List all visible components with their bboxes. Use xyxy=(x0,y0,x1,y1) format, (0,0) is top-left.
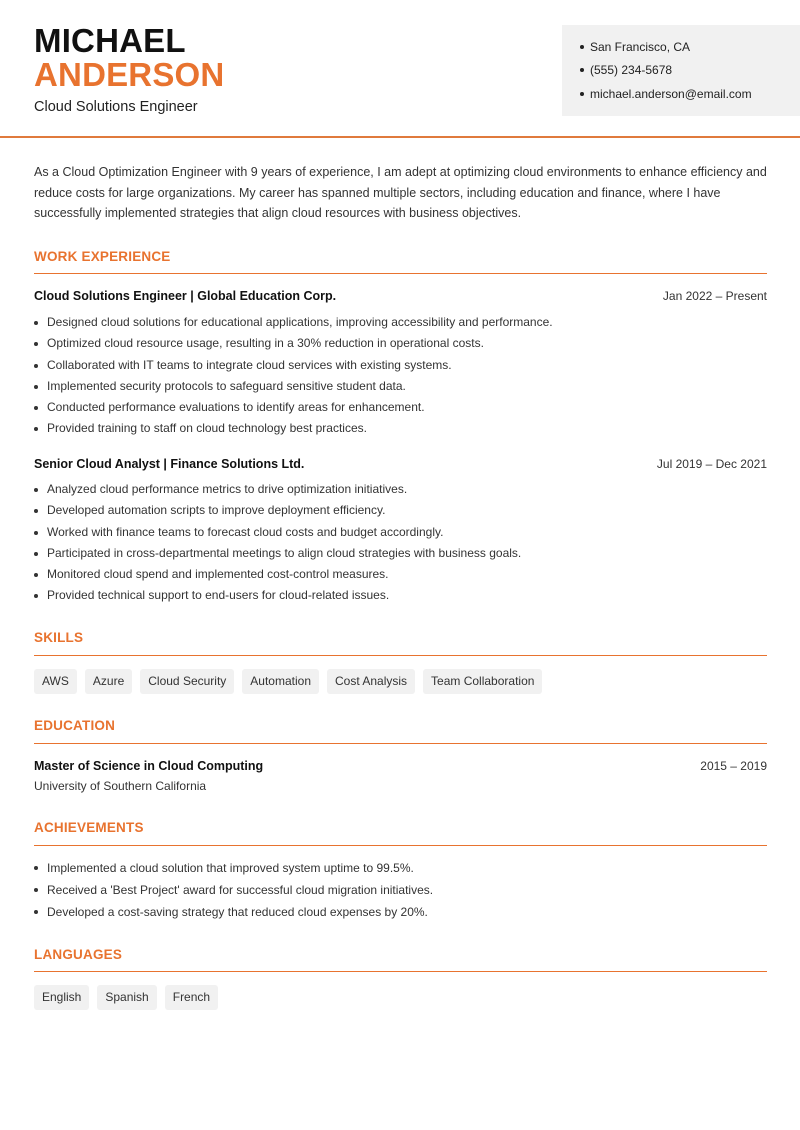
list-item: Provided training to staff on cloud technology best practices. xyxy=(34,418,553,439)
language-tags xyxy=(34,985,218,1010)
list-item: Developed a cost-saving strategy that reduced cloud expenses by 20%. xyxy=(34,901,433,923)
degree: Master of Science in Cloud Computing xyxy=(34,759,264,773)
divider xyxy=(34,743,767,744)
list-item: Designed cloud solutions for educational applications, improving accessibility and performance. xyxy=(34,312,553,333)
job-title: Cloud Solutions Engineer | Global Education Corp. xyxy=(34,289,337,303)
list-item: Analyzed cloud performance metrics to drive optimization initiatives. xyxy=(34,479,521,500)
list-item: Conducted performance evaluations to identify areas for enhancement. xyxy=(34,397,553,418)
skills-tags xyxy=(34,669,542,694)
summary: As a Cloud Optimization Engineer with 9 years of experience, I am adept at optimizing cloud environments to enhance efficiency and reduce costs for large organizations. My career has spanned multiple sectors, including education and finance, where I have successfully implemented strategies that align cloud resources with business objectives. xyxy=(34,165,767,221)
divider xyxy=(34,845,767,846)
language-tag: French xyxy=(165,985,218,1010)
skill-tag: AWS xyxy=(34,669,77,694)
contact-location: San Francisco, CA xyxy=(580,40,690,54)
achievement-bullets xyxy=(34,857,433,923)
education-dates: 2015 – 2019 xyxy=(700,759,767,773)
divider xyxy=(34,971,767,972)
job-dates: Jan 2022 – Present xyxy=(662,289,767,303)
language-tag: Spanish xyxy=(97,985,156,1010)
contact-email[interactable]: michael.anderson@email.com xyxy=(580,87,752,101)
divider xyxy=(34,655,767,656)
list-item: Optimized cloud resource usage, resulting in a 30% reduction in operational costs. xyxy=(34,333,553,354)
list-item: Monitored cloud spend and implemented cost-control measures. xyxy=(34,564,521,585)
job-title: Senior Cloud Analyst | Finance Solutions Ltd. xyxy=(34,457,305,471)
bullet-icon xyxy=(580,45,584,49)
divider xyxy=(34,273,767,274)
skill-tag: Automation xyxy=(242,669,319,694)
bullet-icon xyxy=(580,68,584,72)
contact-box xyxy=(562,25,800,116)
list-item: Worked with finance teams to forecast cloud costs and budget accordingly. xyxy=(34,522,521,543)
job-bullets xyxy=(34,312,553,440)
list-item: Received a 'Best Project' award for successful cloud migration initiatives. xyxy=(34,879,433,901)
last-name: ANDERSON xyxy=(34,56,225,93)
section-title-achievements: ACHIEVEMENTS xyxy=(34,820,144,835)
job-role: Cloud Solutions Engineer xyxy=(34,99,198,115)
skill-tag: Azure xyxy=(85,669,132,694)
list-item: Participated in cross-departmental meetings to align cloud strategies with business goals. xyxy=(34,543,521,564)
job-bullets xyxy=(34,479,521,607)
contact-phone: (555) 234-5678 xyxy=(580,63,672,77)
first-name: MICHAEL xyxy=(34,22,186,59)
section-title-work: WORK EXPERIENCE xyxy=(34,249,171,264)
list-item: Developed automation scripts to improve deployment efficiency. xyxy=(34,500,521,521)
skill-tag: Cost Analysis xyxy=(327,669,415,694)
list-item: Implemented security protocols to safeguard sensitive student data. xyxy=(34,376,553,397)
job-dates: Jul 2019 – Dec 2021 xyxy=(656,457,767,471)
section-title-languages: LANGUAGES xyxy=(34,947,123,962)
list-item: Implemented a cloud solution that improved system uptime to 99.5%. xyxy=(34,857,433,879)
school: University of Southern California xyxy=(34,779,207,793)
list-item: Provided technical support to end-users for cloud-related issues. xyxy=(34,585,521,606)
bullet-icon xyxy=(580,92,584,96)
list-item: Collaborated with IT teams to integrate cloud services with existing systems. xyxy=(34,355,553,376)
section-title-education: EDUCATION xyxy=(34,718,116,733)
skill-tag: Team Collaboration xyxy=(423,669,542,694)
language-tag: English xyxy=(34,985,89,1010)
resume-header xyxy=(0,0,800,138)
section-title-skills: SKILLS xyxy=(34,630,84,645)
skill-tag: Cloud Security xyxy=(140,669,234,694)
